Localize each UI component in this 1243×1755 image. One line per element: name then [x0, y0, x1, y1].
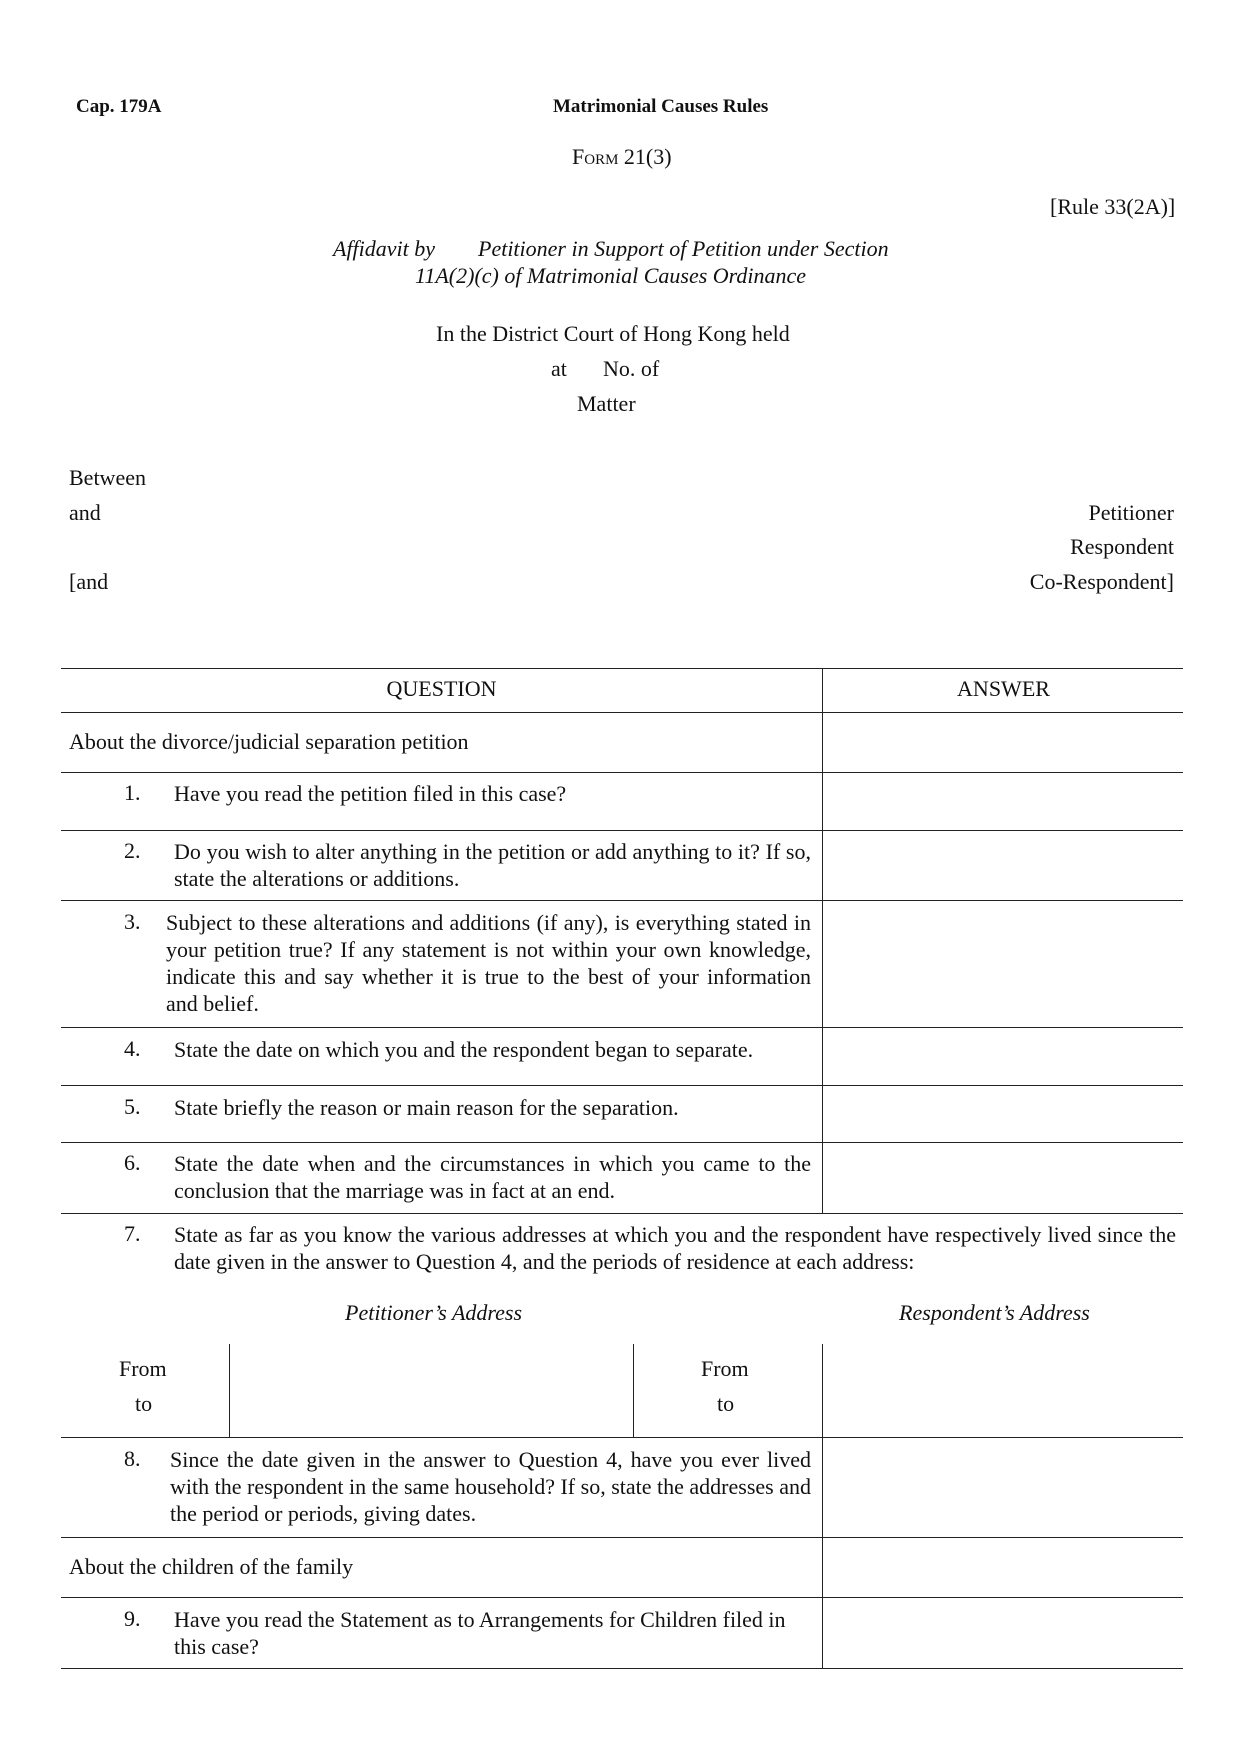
answer-column-header: ANSWER [957, 676, 1050, 701]
document-title: Matrimonial Causes Rules [553, 96, 769, 117]
table-rule [61, 1537, 1183, 1538]
and-label: and [69, 500, 101, 525]
question-number: 1. [124, 780, 141, 805]
question-column-header: QUESTION [386, 676, 497, 701]
answer-column-divider [822, 668, 823, 1213]
address-box-divider [229, 1344, 230, 1437]
question-number: 8. [124, 1446, 141, 1471]
petitioner-to-label: to [135, 1391, 153, 1416]
table-rule [61, 668, 1183, 669]
question-text: State the date on which you and the respondent began to separate. [174, 1037, 754, 1062]
table-rule [61, 1213, 1183, 1214]
court-at: at [551, 356, 567, 381]
address-box-divider [633, 1344, 634, 1437]
table-rule [61, 1597, 1183, 1598]
form-word: Form [572, 144, 619, 169]
table-rule [61, 1027, 1183, 1028]
question-text: Since the date given in the answer to Question 4, have you ever lived with the respondent in the same household? If so, state the addresses and the period or periods, giving dates. [170, 1447, 811, 1526]
form-number: 21(3) [623, 144, 672, 169]
petitioner-label: Petitioner [1088, 500, 1174, 525]
question-number: 4. [124, 1036, 141, 1061]
table-rule [61, 830, 1183, 831]
question-text: State as far as you know the various addresses at which you and the respondent have respectively lived since the date given in the answer to Question 4, and the periods of residence at each address: [174, 1222, 1176, 1274]
affidavit-title-line1-b: Petitioner in Support of Petition under Section [478, 236, 889, 261]
question-text: Have you read the petition filed in this case? [174, 781, 567, 806]
respondent-address-heading: Respondent’s Address [899, 1300, 1090, 1325]
table-rule [61, 1085, 1183, 1086]
answer-column-divider [822, 1344, 823, 1668]
petitioner-from-label: From [119, 1356, 167, 1381]
question-number: 2. [124, 838, 141, 863]
question-text: Subject to these alterations and additions (if any), is everything stated in your petition true? If any statement is not within your own knowledge, indicate this and say whether it is true to the best of your information and belief. [166, 910, 811, 1016]
court-no-of: No. of [603, 356, 660, 381]
petitioner-address-heading: Petitioner’s Address [345, 1300, 523, 1325]
form-label [572, 144, 672, 170]
co-respondent-label: Co-Respondent] [1029, 569, 1174, 594]
question-number: 7. [124, 1221, 141, 1246]
and-bracket-label: [and [69, 569, 109, 594]
court-line: In the District Court of Hong Kong held [436, 321, 790, 346]
table-rule [61, 772, 1183, 773]
section-heading-children: About the children of the family [69, 1554, 354, 1579]
court-matter: Matter [577, 391, 636, 416]
table-rule [61, 1668, 1183, 1669]
question-number: 9. [124, 1606, 141, 1631]
between-label: Between [69, 465, 146, 490]
question-text: Have you read the Statement as to Arrangements for Children filed in this case? [174, 1607, 786, 1659]
question-text: State the date when and the circumstances in which you came to the conclusion that the marriage was in fact at an end. [174, 1151, 811, 1203]
table-rule [61, 712, 1183, 713]
question-text: State briefly the reason or main reason for the separation. [174, 1095, 679, 1120]
question-number: 6. [124, 1150, 141, 1175]
affidavit-title-line2: 11A(2)(c) of Matrimonial Causes Ordinance [415, 263, 807, 288]
affidavit-title-line1-a: Affidavit by [333, 236, 436, 261]
rule-reference: [Rule 33(2A)] [1050, 194, 1176, 219]
table-rule [61, 1437, 1183, 1438]
table-rule [61, 900, 1183, 901]
table-rule [61, 1142, 1183, 1143]
section-heading-petition: About the divorce/judicial separation petition [69, 729, 469, 754]
question-number: 5. [124, 1094, 141, 1119]
question-number: 3. [124, 909, 141, 934]
respondent-label: Respondent [1070, 534, 1174, 559]
respondent-from-label: From [701, 1356, 749, 1381]
chapter-label: Cap. 179A [76, 96, 162, 117]
respondent-to-label: to [717, 1391, 735, 1416]
question-text: Do you wish to alter anything in the petition or add anything to it? If so, state the alterations or additions. [174, 839, 811, 891]
